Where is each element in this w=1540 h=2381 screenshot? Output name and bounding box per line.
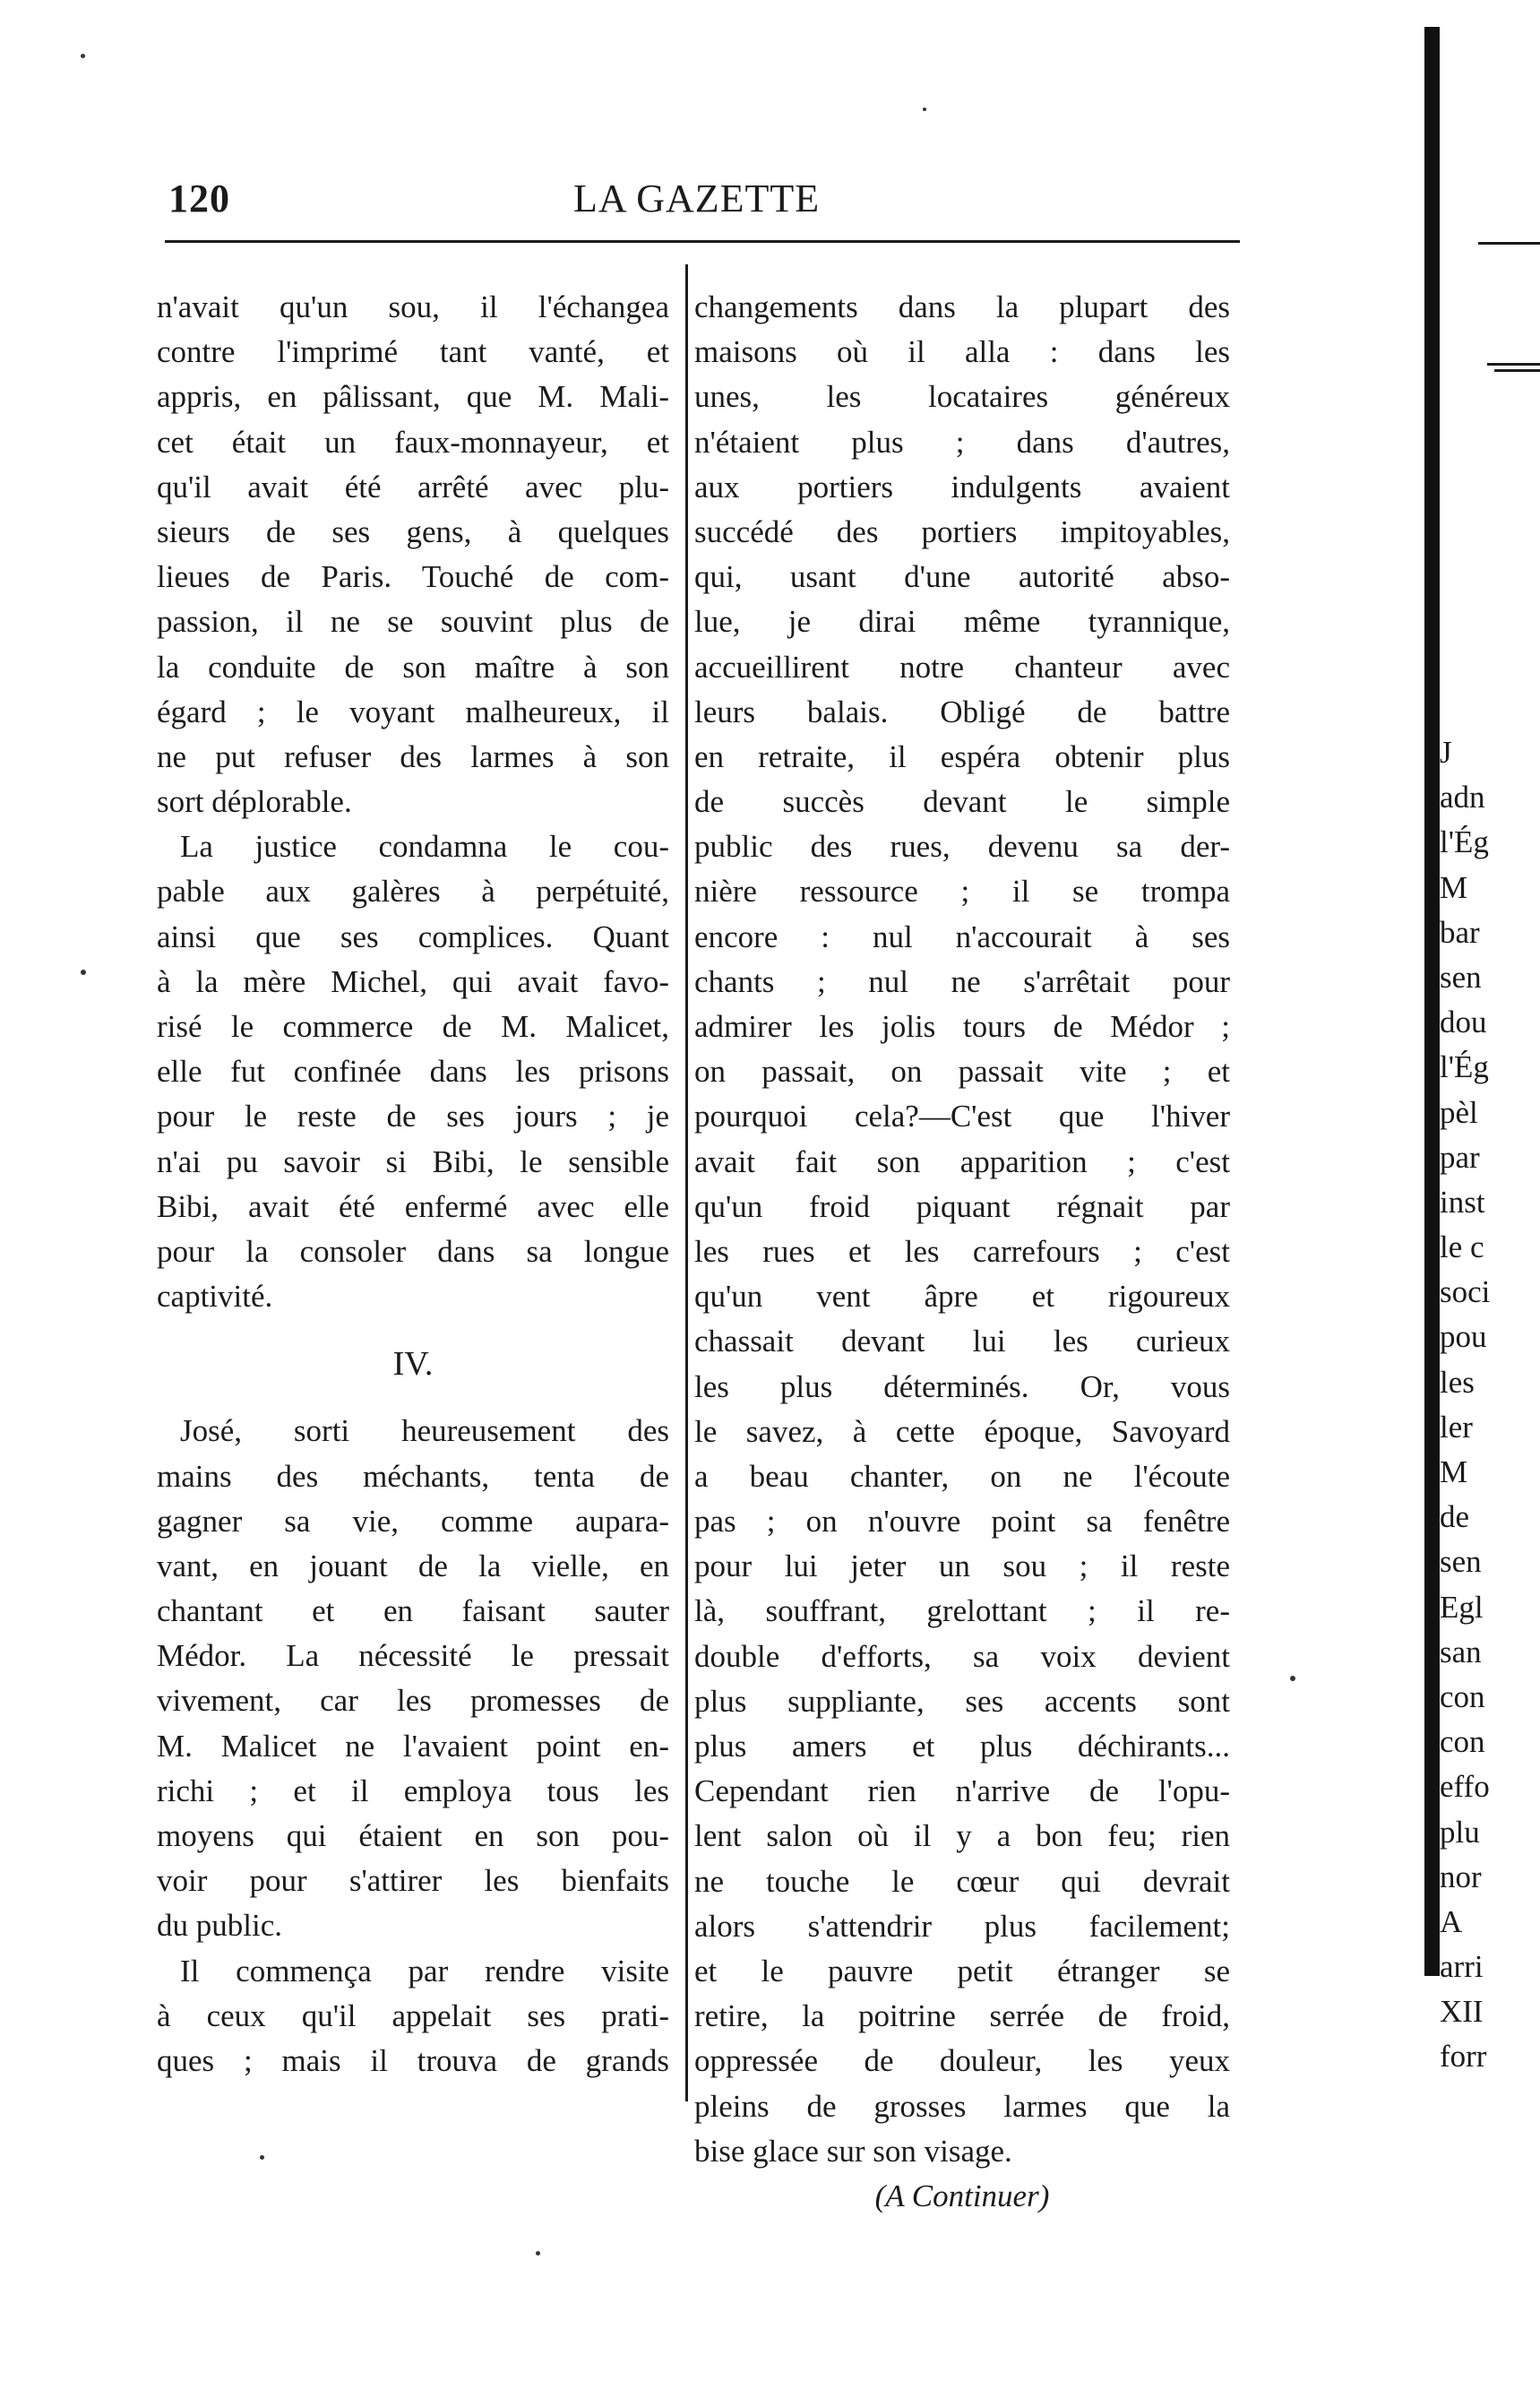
fragment-line: pèl <box>1440 1094 1478 1130</box>
right-column <box>694 285 1230 2219</box>
adjacent-page-rule <box>1494 369 1540 372</box>
fragment-line: M <box>1440 1454 1468 1489</box>
fragment-line: dou <box>1440 1005 1487 1040</box>
fragment-line: A <box>1440 1903 1463 1939</box>
fragment-line: con <box>1440 1724 1485 1760</box>
print-speck <box>536 2251 540 2256</box>
text-line: bise glace sur son visage. <box>694 2133 1012 2169</box>
text-line: unes, les locataires généreux <box>694 379 1230 415</box>
text-line: plus amers et plus déchirants... <box>694 1729 1230 1764</box>
text-line: Cependant rien n'arrive de l'opu- <box>694 1773 1230 1809</box>
text-line: les rues et les carrefours ; c'est <box>694 1233 1230 1269</box>
text-line: oppressée de douleur, les yeux <box>694 2043 1230 2079</box>
left-column-text-after-heading <box>157 1409 669 2083</box>
adjacent-page-rule <box>1487 363 1540 366</box>
fragment-line: adn <box>1440 780 1485 815</box>
fragment-line: J <box>1440 735 1452 770</box>
text-line: qu'un vent âpre et rigoureux <box>694 1279 1230 1315</box>
text-line: les plus déterminés. Or, vous <box>694 1368 1230 1404</box>
binding-edge-bar <box>1424 27 1440 1976</box>
text-line: ne touche le cœur qui devrait <box>694 1863 1230 1899</box>
text-line: pleins de grosses larmes que la <box>694 2088 1230 2124</box>
left-column-text <box>157 285 669 1319</box>
text-line: public des rues, devenu sa der- <box>694 829 1230 865</box>
text-line: leurs balais. Obligé de battre <box>694 694 1230 729</box>
text-line: qui, usant d'une autorité abso- <box>694 559 1230 595</box>
fragment-line: M <box>1440 869 1468 905</box>
fragment-line: soci <box>1440 1274 1491 1310</box>
fragment-line: les <box>1440 1364 1475 1400</box>
text-line: ques ; mais il trouva de grands <box>157 2042 669 2078</box>
fragment-line: sen <box>1440 1544 1482 1580</box>
fragment-line: san <box>1440 1634 1482 1669</box>
text-line: a beau chanter, on ne l'écoute <box>694 1458 1230 1494</box>
fragment-line: forr <box>1440 2039 1487 2075</box>
left-column <box>157 285 669 2083</box>
text-line: on passait, on passait vite ; et <box>694 1054 1230 1090</box>
text-line: qu'un froid piquant régnait par <box>694 1188 1230 1224</box>
text-line: voir pour s'attirer les bienfaits <box>157 1863 669 1899</box>
text-line: ainsi que ses complices. Quant <box>157 919 669 954</box>
text-line: n'avait qu'un sou, il l'échangea <box>157 289 669 324</box>
text-line: pourquoi cela?—C'est que l'hiver <box>694 1099 1230 1134</box>
text-line: là, souffrant, grelottant ; il re- <box>694 1593 1230 1629</box>
text-line: Il commença par rendre visite <box>180 1953 669 1988</box>
text-line: sieurs de ses gens, à quelques <box>157 513 669 549</box>
text-line: elle fut confinée dans les prisons <box>157 1054 669 1090</box>
fragment-line: l'Ég <box>1440 824 1489 860</box>
text-line: qu'il avait été arrêté avec plu- <box>157 469 669 505</box>
text-line: retire, la poitrine serrée de froid, <box>694 1998 1230 2034</box>
text-line: succédé des portiers impitoyables, <box>694 513 1230 549</box>
text-line: lieues de Paris. Touché de com- <box>157 559 669 595</box>
text-line: gagner sa vie, comme aupara- <box>157 1503 669 1539</box>
fragment-line: Egl <box>1440 1589 1484 1625</box>
text-line: en retraite, il espéra obtenir plus <box>694 738 1230 774</box>
text-line: José, sorti heureusement des <box>180 1413 669 1449</box>
text-line: appris, en pâlissant, que M. Mali- <box>157 379 669 415</box>
text-line: n'étaient plus ; dans d'autres, <box>694 424 1230 460</box>
text-line: Bibi, avait été enfermé avec elle <box>157 1188 669 1224</box>
text-line: alors s'attendrir plus facilement; <box>694 1908 1230 1944</box>
text-line: chants ; nul ne s'arrêtait pour <box>694 963 1230 999</box>
text-line: de succès devant le simple <box>694 784 1230 820</box>
text-line: plus suppliante, ses accents sont <box>694 1683 1230 1719</box>
text-line: richi ; et il employa tous les <box>157 1773 669 1808</box>
text-line: M. Malicet ne l'avaient point en- <box>157 1728 669 1764</box>
fragment-line: de <box>1440 1499 1470 1535</box>
fragment-line: sen <box>1440 959 1482 995</box>
fragment-line: nor <box>1440 1859 1482 1894</box>
fragment-line: arri <box>1440 1949 1484 1985</box>
text-line: maisons où il alla : dans les <box>694 334 1230 370</box>
continued-note: (A Continuer) <box>874 2178 1050 2213</box>
header-rule <box>165 240 1240 243</box>
fragment-line: l'Ég <box>1440 1049 1489 1085</box>
fragment-line: par <box>1440 1139 1480 1175</box>
text-line: admirer les jolis tours de Médor ; <box>694 1009 1230 1044</box>
adjacent-page-rule <box>1478 242 1540 245</box>
text-line: égard ; le voyant malheureux, il <box>157 694 669 729</box>
text-line: contre l'imprimé tant vanté, et <box>157 334 669 370</box>
text-line: pour la consoler dans sa longue <box>157 1233 669 1269</box>
text-line: lent salon où il y a bon feu; rien <box>694 1818 1230 1854</box>
text-line: La justice condamna le cou- <box>180 829 669 865</box>
text-line: chassait devant lui les curieux <box>694 1324 1230 1359</box>
text-line: chantant et en faisant sauter <box>157 1593 669 1629</box>
text-line: accueillirent notre chanteur avec <box>694 649 1230 685</box>
running-title: LA GAZETTE <box>573 177 821 220</box>
page-number: 120 <box>168 177 230 220</box>
section-heading: IV. <box>392 1345 434 1384</box>
text-line: avait fait son apparition ; c'est <box>694 1143 1230 1179</box>
text-line: changements dans la plupart des <box>694 289 1230 324</box>
print-speck <box>81 54 85 58</box>
print-speck <box>923 108 926 111</box>
text-line: Médor. La nécessité le pressait <box>157 1638 669 1674</box>
text-line: pour lui jeter un sou ; il reste <box>694 1549 1230 1584</box>
fragment-line: effo <box>1440 1769 1490 1805</box>
print-speck <box>81 970 86 975</box>
text-line: aux portiers indulgents avaient <box>694 469 1230 505</box>
text-line: à ceux qu'il appelait ses prati- <box>157 1997 669 2033</box>
fragment-line: con <box>1440 1678 1485 1714</box>
text-line: n'ai pu savoir si Bibi, le sensible <box>157 1143 669 1179</box>
text-line: nière ressource ; il se trompa <box>694 874 1230 910</box>
text-line: vivement, car les promesses de <box>157 1683 669 1719</box>
fragment-line: ler <box>1440 1409 1473 1445</box>
fragment-line: plu <box>1440 1814 1480 1850</box>
text-line: encore : nul n'accourait à ses <box>694 919 1230 954</box>
text-line: moyens qui étaient en son pou- <box>157 1818 669 1853</box>
text-line: passion, il ne se souvint plus de <box>157 604 669 640</box>
text-line: pour le reste de ses jours ; je <box>157 1099 669 1134</box>
fragment-line: bar <box>1440 914 1480 950</box>
text-line: mains des méchants, tenta de <box>157 1458 669 1494</box>
text-line: le savez, à cette époque, Savoyard <box>694 1413 1230 1449</box>
text-line: ne put refuser des larmes à son <box>157 738 669 774</box>
text-line: lue, je dirai même tyrannique, <box>694 604 1230 640</box>
text-line: pas ; on n'ouvre point sa fenêtre <box>694 1504 1230 1540</box>
text-line: à la mère Michel, qui avait favo- <box>157 963 669 999</box>
text-line: la conduite de son maître à son <box>157 649 669 685</box>
text-line: et le pauvre petit étranger se <box>694 1953 1230 1988</box>
text-line: vant, en jouant de la vielle, en <box>157 1548 669 1583</box>
adjacent-page-fragment <box>1440 730 1540 2080</box>
fragment-line: pou <box>1440 1319 1487 1355</box>
text-line: du public. <box>157 1908 282 1944</box>
fragment-line: inst <box>1440 1184 1485 1220</box>
print-speck <box>1290 1676 1295 1681</box>
text-line: pable aux galères à perpétuité, <box>157 874 669 910</box>
text-line: double d'efforts, sa voix devient <box>694 1638 1230 1674</box>
right-column-text <box>694 285 1230 2174</box>
fragment-line: XII <box>1440 1994 1484 2030</box>
print-speck <box>260 2155 264 2160</box>
text-line: sort déplorable. <box>157 784 352 820</box>
column-divider <box>685 264 688 2101</box>
text-line: captivité. <box>157 1279 273 1315</box>
fragment-line: le c <box>1440 1229 1484 1265</box>
text-line: cet était un faux-monnayeur, et <box>157 424 669 460</box>
text-line: risé le commerce de M. Malicet, <box>157 1009 669 1044</box>
